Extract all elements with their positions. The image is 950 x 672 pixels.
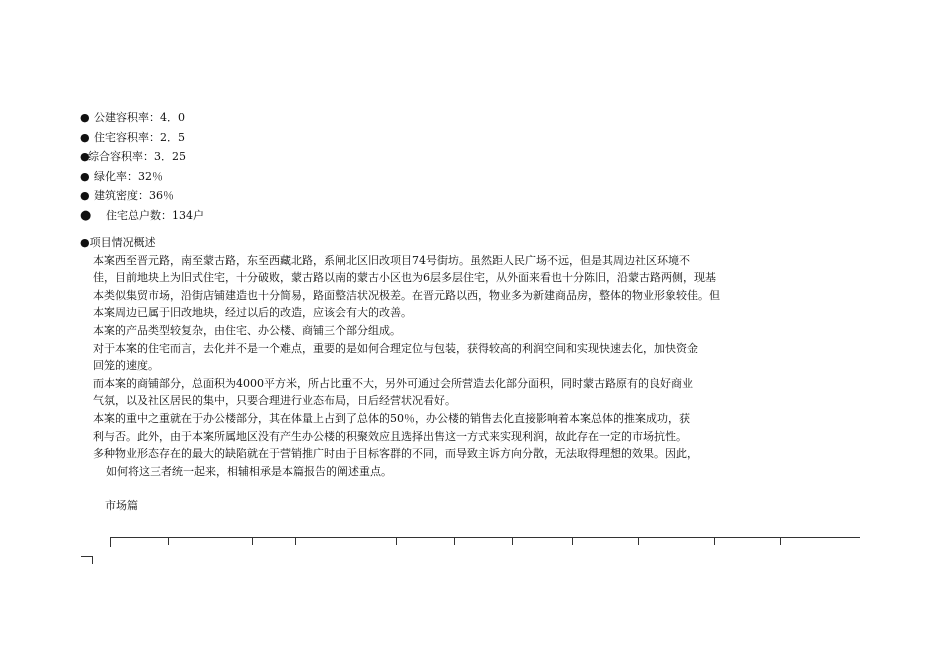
indicator-public-far [80, 108, 204, 128]
overview-line: 多种物业形态存在的最大的缺陷就在于营销推广时由于目标客群的不同，而导致主诉方向分散，无法取得理想的效果。因此， [93, 447, 698, 461]
bullet-marker: ● [80, 207, 92, 223]
indicator-text: 住宅总户数：134户 [106, 208, 204, 222]
indicator-green-rate [80, 167, 204, 187]
overview-line: 本案的重中之重就在于办公楼部分，其在体量上占到了总体的50％，办公楼的销售去化直接影响着本案总体的推案成功，获 [93, 411, 690, 425]
table-border-rule [110, 537, 860, 547]
bullet-marker: ● [80, 130, 90, 144]
overview-line: 而本案的商铺部分，总面积为4000平方米，所占比重不大，另外可通过会所营造去化部分面积，同时蒙古路原有的良好商业 [93, 376, 693, 390]
overview-line: 本类似集贸市场，沿街店铺建造也十分简易，路面整洁状况极差。在晋元路以西，物业多为新建商品房，整体的物业形象较佳。但 [93, 288, 720, 302]
indicator-text: 建筑密度：36％ [94, 189, 174, 202]
indicator-text: 住宅容积率：2．5 [94, 130, 185, 144]
indicator-combined-far [80, 147, 204, 167]
overview-line: 利与否。此外，由于本案所属地区没有产生办公楼的积聚效应且选择出售这一方式来实现利润，故此存在一定的市场抗性。 [93, 429, 687, 443]
indicator-text: 公建容积率：4．0 [94, 111, 185, 124]
indicator-residential-far [80, 128, 204, 148]
overview-line: 本案的产品类型较复杂，由住宅、办公楼、商铺三个部分组成。 [93, 323, 401, 337]
overview-line: 本案西至晋元路，南至蒙古路，东至西藏北路，系闸北区旧改项目74号街坊。虽然距人民广场不远，但是其周边社区环境不 [93, 253, 690, 267]
overview-line: 佳，目前地块上为旧式住宅，十分破败，蒙古路以南的蒙古小区也为6层多层住宅，从外面来看也十分陈旧，沿蒙古路两侧，现基 [93, 271, 716, 285]
project-overview-section [80, 234, 780, 480]
market-section-title: 市场篇 [105, 499, 138, 512]
indicator-building-density [80, 186, 204, 206]
bullet-marker: ● [80, 189, 90, 202]
overview-line: 本案周边已属于旧改地块，经过以后的改造，应该会有大的改善。 [93, 306, 412, 320]
overview-line: 回笼的速度。 [93, 359, 159, 373]
bullet-marker: ● [80, 169, 90, 183]
project-indicators-list [80, 108, 204, 225]
corner-mark [81, 556, 93, 564]
indicator-text: 绿化率：32％ [94, 169, 163, 183]
overview-line: 对于本案的住宅而言，去化并不是一个难点，重要的是如何合理定位与包装，获得较高的利润空间和实现快速去化，加快资金 [93, 341, 698, 355]
bullet-marker: ● [80, 111, 90, 124]
overview-line: 气氛，以及社区居民的集中，只要合理进行业态布局，日后经营状况看好。 [93, 394, 456, 408]
bullet-marker: ● [80, 150, 90, 163]
overview-heading: ●项目情况概述 [80, 236, 156, 249]
indicator-households [80, 206, 204, 226]
overview-line: 如何将这三者统一起来，相辅相承是本篇报告的阐述重点。 [106, 464, 392, 478]
indicator-text: 综合容积率：3．25 [88, 150, 186, 163]
